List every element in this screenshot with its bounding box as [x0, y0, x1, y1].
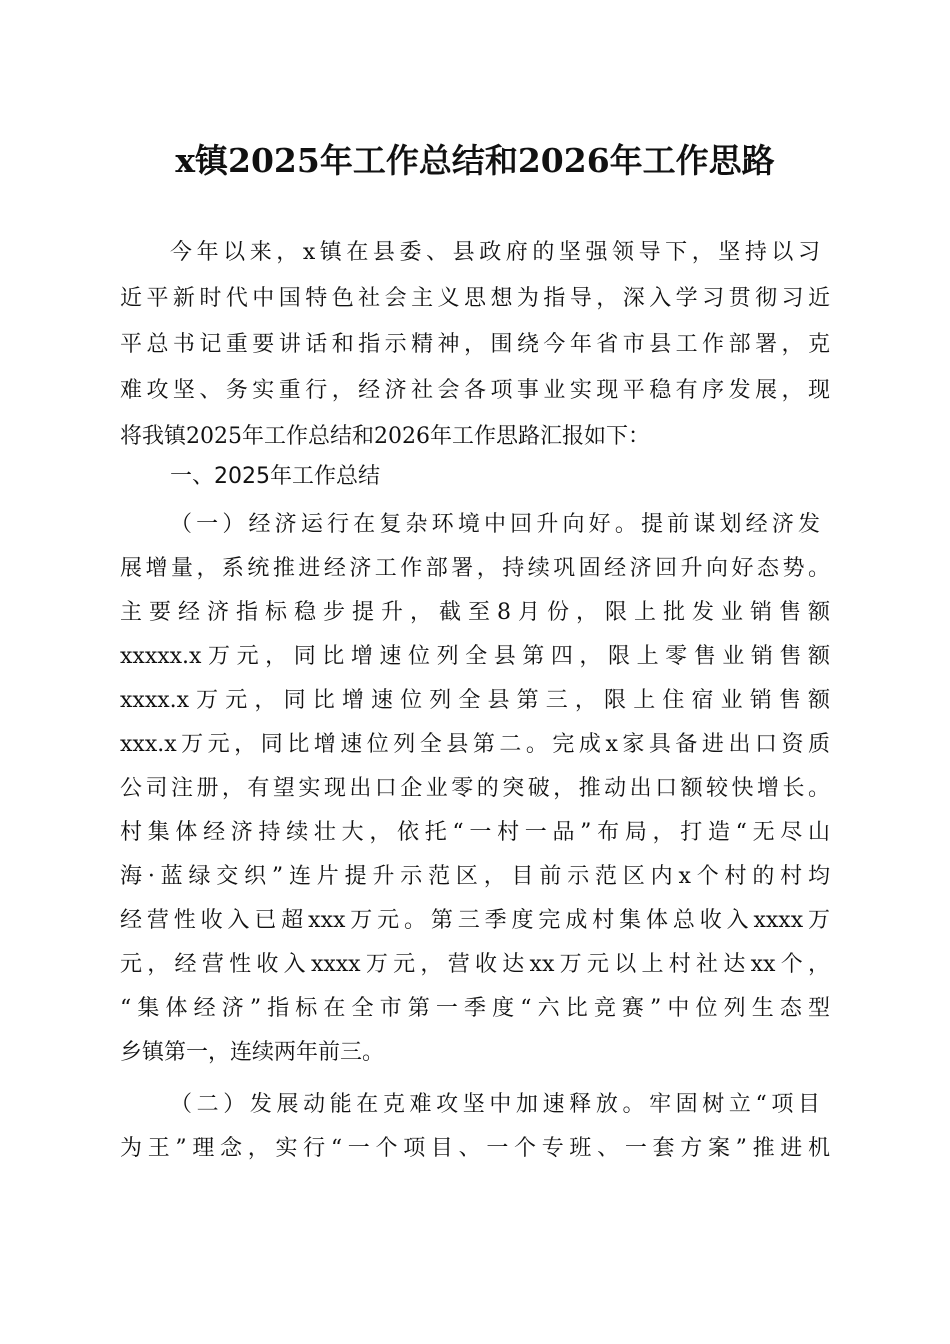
- intro-line: 将我镇2025年工作总结和2026年工作思路汇报如下：: [120, 424, 650, 449]
- document-title: x镇2025年工作总结和2026年工作思路: [175, 141, 775, 180]
- intro-line: 近平新时代中国特色社会主义思想为指导，深入学习贯彻习近: [120, 286, 830, 311]
- paragraph-line: 海·蓝绿交织”连片提升示范区，目前示范区内x个村的村均: [120, 864, 830, 889]
- paragraph-line: 村集体经济持续壮大，依托“一村一品”布局，打造“无尽山: [120, 820, 830, 845]
- paragraph-line: 元，经营性收入xxxx万元，营收达xx万元以上村社达xx个，: [120, 952, 830, 977]
- intro-line: 难攻坚、务实重行，经济社会各项事业实现平稳有序发展，现: [120, 378, 830, 403]
- paragraph-line: 公司注册，有望实现出口企业零的突破，推动出口额较快增长。: [120, 776, 830, 801]
- paragraph-line: xxxx.x万元，同比增速位列全县第三，限上住宿业销售额: [120, 688, 830, 713]
- paragraph-line: 展增量，系统推进经济工作部署，持续巩固经济回升向好态势。: [120, 556, 830, 581]
- paragraph-line: 主要经济指标稳步提升，截至8月份，限上批发业销售额: [120, 600, 830, 625]
- section-heading: 一、2025年工作总结: [170, 464, 380, 489]
- paragraph-line: 乡镇第一，连续两年前三。: [120, 1040, 385, 1065]
- paragraph-line: xxxxx.x万元，同比增速位列全县第四，限上零售业销售额: [120, 644, 830, 669]
- intro-line: 今年以来，x镇在县委、县政府的坚强领导下，坚持以习: [170, 240, 820, 265]
- paragraph-line: 经营性收入已超xxx万元。第三季度完成村集体总收入xxxx万: [120, 908, 830, 933]
- paragraph-line: xxx.x万元，同比增速位列全县第二。完成x家具备进出口资质: [120, 732, 830, 757]
- paragraph-line: 为王”理念，实行“一个项目、一个专班、一套方案”推进机: [120, 1136, 830, 1161]
- paragraph-line: “集体经济”指标在全市第一季度“六比竞赛”中位列生态型: [120, 996, 830, 1021]
- paragraph-line: （一）经济运行在复杂环境中回升向好。提前谋划经济发: [170, 512, 820, 537]
- paragraph-line: （二）发展动能在克难攻坚中加速释放。牢固树立“项目: [170, 1092, 820, 1117]
- intro-line: 平总书记重要讲话和指示精神，围绕今年省市县工作部署，克: [120, 332, 830, 357]
